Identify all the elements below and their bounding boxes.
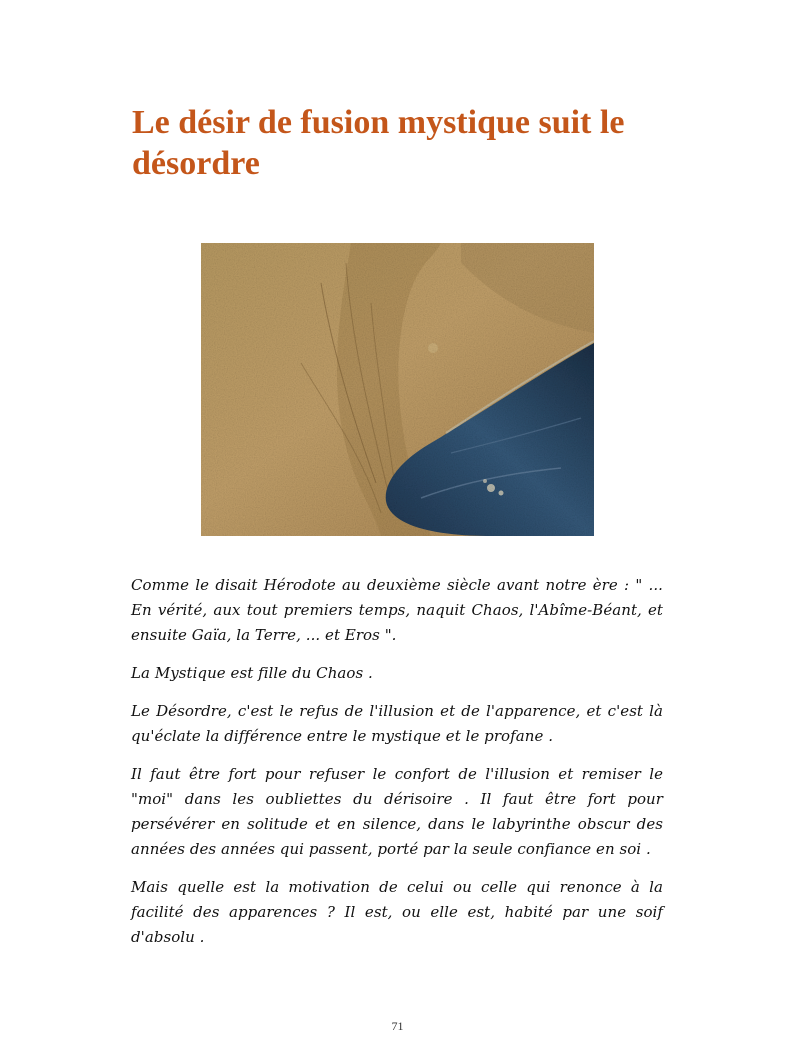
paragraph: Le Désordre, c'est le refus de l'illusion et de l'apparence, et c'est là qu'éclate la différence entre le mystique et le profane .: [131, 702, 663, 745]
paragraph: Il faut être fort pour refuser le confort de l'illusion et remiser le "moi" dans les oubliettes du dérisoire . Il faut être fort pour persévérer en solitude et en silence, dans le labyrinthe obscur des années des années qui passent, porté par la seule confiance en soi .: [131, 765, 663, 858]
sand-and-rock-photo: [201, 243, 594, 536]
paragraph: Mais quelle est la motivation de celui ou celle qui renonce à la facilité des apparences ? Il est, ou elle est, habité par une soif d'absolu .: [131, 878, 663, 946]
page-number: 71: [391, 1019, 404, 1033]
page-title: Le désir de fusion mystique suit le désordre: [132, 104, 625, 182]
paragraph: Comme le disait Hérodote au deuxième siècle avant notre ère : " ... En vérité, aux tout premiers temps, naquit Chaos, l'Abîme-Béant, et ensuite Gaïa, la Terre, ... et Eros ".: [131, 576, 663, 644]
paragraph: La Mystique est fille du Chaos .: [131, 664, 373, 682]
body-text: [131, 573, 663, 963]
